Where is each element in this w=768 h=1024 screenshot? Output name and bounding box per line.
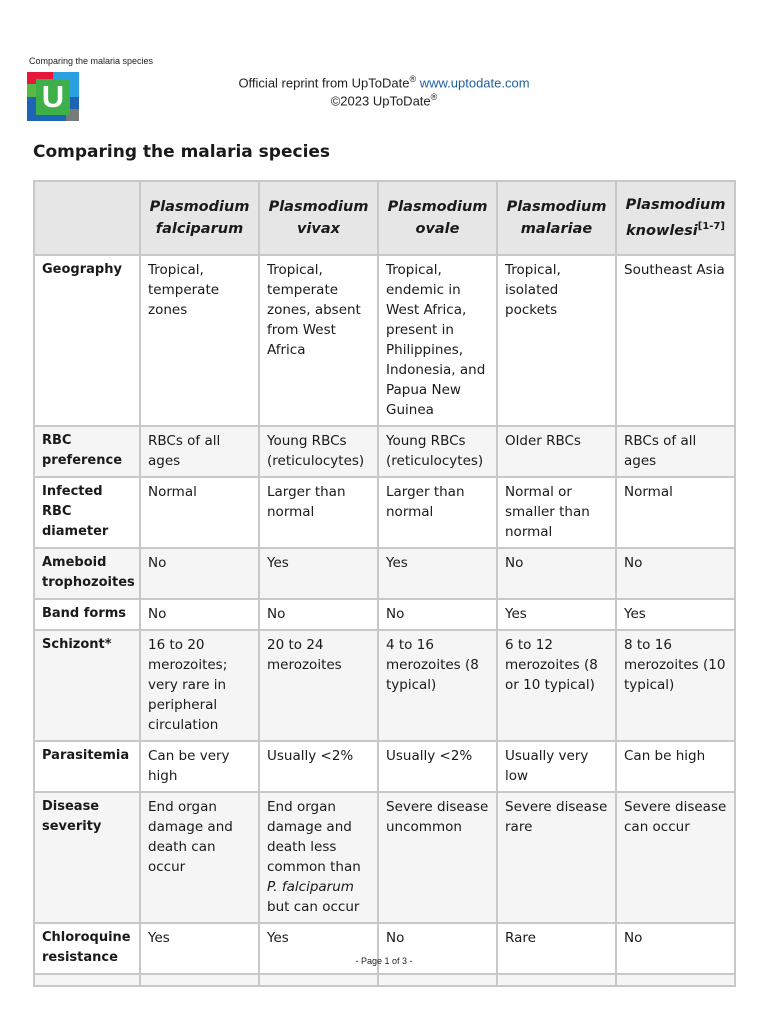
- reprint-notice: [0, 74, 768, 90]
- table-row: [34, 923, 735, 974]
- table-cell: Tropical, temperate zones: [140, 255, 259, 426]
- table-cell: Yes: [259, 548, 378, 599]
- table-cell: 6 to 12 merozoites (8 or 10 typical): [497, 630, 616, 741]
- table-cell: 8 to 16 merozoites (10 typical): [616, 630, 735, 741]
- header-knowlesi: Plasmodium knowlesi[1-7]: [616, 181, 735, 255]
- table-cell: Southeast Asia: [616, 255, 735, 426]
- table-cell: No: [140, 548, 259, 599]
- table-row: [34, 792, 735, 923]
- table-row: [34, 548, 735, 599]
- table-cell: Can be very high: [140, 741, 259, 792]
- table-cell: Young RBCs (reticulocytes): [259, 426, 378, 477]
- table-cell: Larger than normal: [259, 477, 378, 548]
- logo-letter: U: [36, 79, 70, 115]
- row-label: Geography: [34, 255, 140, 426]
- reference-link[interactable]: [1-7]: [697, 221, 725, 233]
- malaria-species-table: [33, 180, 736, 987]
- table-cell: Severe disease uncommon: [378, 792, 497, 923]
- table-cell: Yes: [497, 599, 616, 630]
- table-row: [34, 477, 735, 548]
- table-cell: Yes: [259, 923, 378, 974]
- table-cell: Severe disease can occur: [616, 792, 735, 923]
- table-row: [34, 599, 735, 630]
- table-cell: Rare: [497, 923, 616, 974]
- table-cell: No: [378, 599, 497, 630]
- table-cell: No: [616, 548, 735, 599]
- species-name-italic: P. falciparum: [267, 879, 354, 895]
- cell-text: but can occur: [267, 899, 360, 915]
- table-cell: RBCs of all ages: [616, 426, 735, 477]
- row-label: Chloroquine resistance: [34, 923, 140, 974]
- uptodate-link[interactable]: www.uptodate.com: [419, 75, 530, 91]
- table-cell: Larger than normal: [378, 477, 497, 548]
- table-cell: Tropical, temperate zones, absent from West Africa: [259, 255, 378, 426]
- table-row: [34, 741, 735, 792]
- row-label: Schizont*: [34, 630, 140, 741]
- cell-text: End organ damage and death less common than: [267, 799, 361, 875]
- table-cell: 16 to 20 merozoites; very rare in peripheral circulation: [140, 630, 259, 741]
- table-cell: Normal: [616, 477, 735, 548]
- table-cell: Can be high: [616, 741, 735, 792]
- row-label: RBC preference: [34, 426, 140, 477]
- header-vivax: Plasmodium vivax: [259, 181, 378, 255]
- header-ovale: Plasmodium ovale: [378, 181, 497, 255]
- header-falciparum: Plasmodium falciparum: [140, 181, 259, 255]
- table-cell: No: [616, 923, 735, 974]
- header-blank-cell: [34, 181, 140, 255]
- table-cell: 4 to 16 merozoites (8 typical): [378, 630, 497, 741]
- table-cell: No: [259, 599, 378, 630]
- table-cell: Tropical, endemic in West Africa, present in Philippines, Indonesia, and Papua New Guinea: [378, 255, 497, 426]
- table-row: [34, 630, 735, 741]
- table-cell: Older RBCs: [497, 426, 616, 477]
- table-cell: Usually very low: [497, 741, 616, 792]
- table-cell: Normal: [140, 477, 259, 548]
- header-malariae: Plasmodium malariae: [497, 181, 616, 255]
- page-number: - Page 1 of 3 -: [355, 956, 413, 966]
- table-cell: Yes: [378, 548, 497, 599]
- row-label: Parasitemia: [34, 741, 140, 792]
- table-cell: Young RBCs (reticulocytes): [378, 426, 497, 477]
- table-cell: Usually <2%: [378, 741, 497, 792]
- row-label: Infected RBC diameter: [34, 477, 140, 548]
- document-header-label: Comparing the malaria species: [29, 56, 154, 66]
- table-cell: Yes: [140, 923, 259, 974]
- registered-mark: ®: [430, 92, 438, 102]
- table-cell: No: [497, 548, 616, 599]
- table-cell: Severe disease rare: [497, 792, 616, 923]
- table-header-row: [34, 181, 735, 255]
- table-row: [34, 426, 735, 477]
- copyright-text: ©2023 UpToDate: [330, 93, 431, 109]
- table-cell: RBCs of all ages: [140, 426, 259, 477]
- table-cell: No: [140, 599, 259, 630]
- copyright-notice: [0, 92, 768, 108]
- page-title: Comparing the malaria species: [33, 142, 331, 162]
- table-cell: 20 to 24 merozoites: [259, 630, 378, 741]
- table-cell: Tropical, isolated pockets: [497, 255, 616, 426]
- table-cell: Normal or smaller than normal: [497, 477, 616, 548]
- table-row: [34, 255, 735, 426]
- table-cell: [259, 792, 378, 923]
- table-cell: Usually <2%: [259, 741, 378, 792]
- table-cell: Yes: [616, 599, 735, 630]
- row-label: Disease severity: [34, 792, 140, 923]
- table-cell: End organ damage and death can occur: [140, 792, 259, 923]
- row-label: Band forms: [34, 599, 140, 630]
- table-row-continued: [34, 974, 735, 986]
- row-label: Ameboid trophozoites: [34, 548, 140, 599]
- table-cell: No: [378, 923, 497, 974]
- reprint-text: Official reprint from UpToDate: [238, 75, 410, 91]
- registered-mark: ®: [409, 74, 417, 84]
